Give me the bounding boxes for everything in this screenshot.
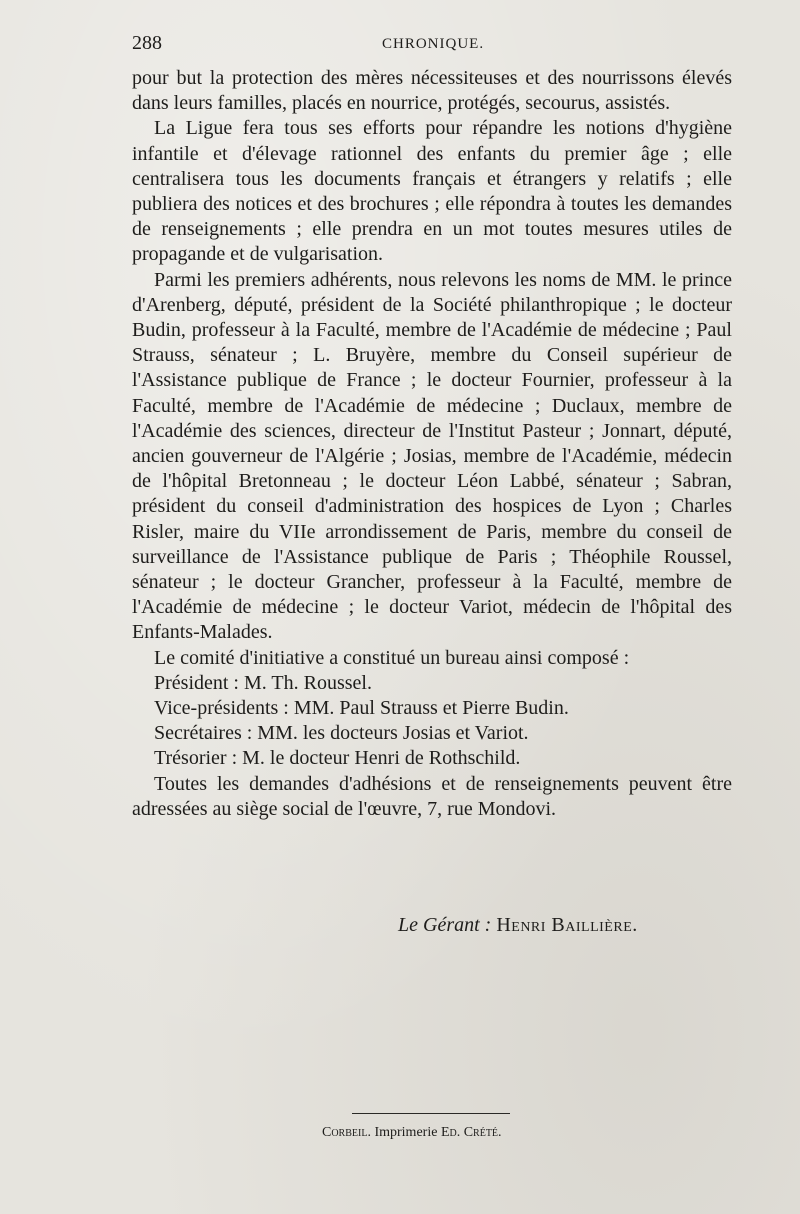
imprint-printer: Ed. Crété. [440,1125,502,1140]
committee-tresorier: Trésorier : M. le docteur Henri de Rothschild. [154,747,521,770]
paragraph-protection: pour but la protection des mères nécessiteuses et des nourrissons élevés dans leurs familles, placés en nourrice, protégés, secourus, assistés. [132,67,732,115]
page-header [132,30,732,56]
signature-line [398,912,698,938]
paragraph-adherents: Parmi les premiers adhérents, nous relevons les noms de MM. le prince d'Arenberg, député, président de la Société philanthropique ; le docteur Budin, professeur à la Faculté, membre de l'Académie de médecine ; Paul Strauss, sénateur ; L. Bruyère, membre du Conseil supérieur de l'Assistance publique de France ; le docteur Fournier, professeur à la Faculté, membre de l'Académie de médecine ; Duclaux, membre de l'Académie des sciences, directeur de l'Institut Pasteur ; Jonnart, député, ancien gouverneur de l'Algérie ; Josias, membre de l'Académie, médecin de l'hôpital Bretonneau ; le docteur Léon Labbé, sénateur ; Sabran, président du conseil d'administration des hospices de Lyon ; Charles Risler, maire du VIIe arrondissement de Paris, membre du conseil de surveillance de l'Assistance publique de Paris ; Théophile Roussel, sénateur ; le docteur Grancher, professeur à la Faculté, membre de l'Académie de médecine ; le docteur Variot, médecin de l'hôpital des Enfants-Malades. [132,268,732,644]
imprint-text: Imprimerie [374,1125,438,1140]
signature-name: Henri Baillière. [496,914,638,936]
paragraph-comite: Le comité d'initiative a constitué un bureau ainsi composé : [154,646,630,669]
article-body [132,66,732,822]
committee-secretaires: Secrétaires : MM. les docteurs Josias et Variot. [154,722,529,745]
signature-label: Le Gérant : [398,914,492,936]
page-number: 288 [132,32,162,54]
printer-imprint [322,1123,642,1143]
paragraph-ligue: La Ligue fera tous ses efforts pour répandre les notions d'hygiène infantile et d'élevage rationnel des enfants du premier âge ; elle centralisera tous les documents français et étrangers y relatifs ; elle publiera des notices et des brochures ; elle répondra à toutes les demandes de renseignements ; elle prendra en un mot toutes mesures utiles de propagande et de vulgarisation. [132,117,732,266]
paragraph-adhesions: Toutes les demandes d'adhésions et de renseignements peuvent être adressées au siège social de l'œuvre, 7, rue Mondovi. [132,772,732,820]
running-title: CHRONIQUE. [382,36,485,52]
committee-vice-presidents: Vice-présidents : MM. Paul Strauss et Pierre Budin. [154,697,569,720]
footer-rule [352,1113,510,1114]
committee-president: Président : M. Th. Roussel. [154,671,372,694]
imprint-place: Corbeil. [322,1125,371,1140]
